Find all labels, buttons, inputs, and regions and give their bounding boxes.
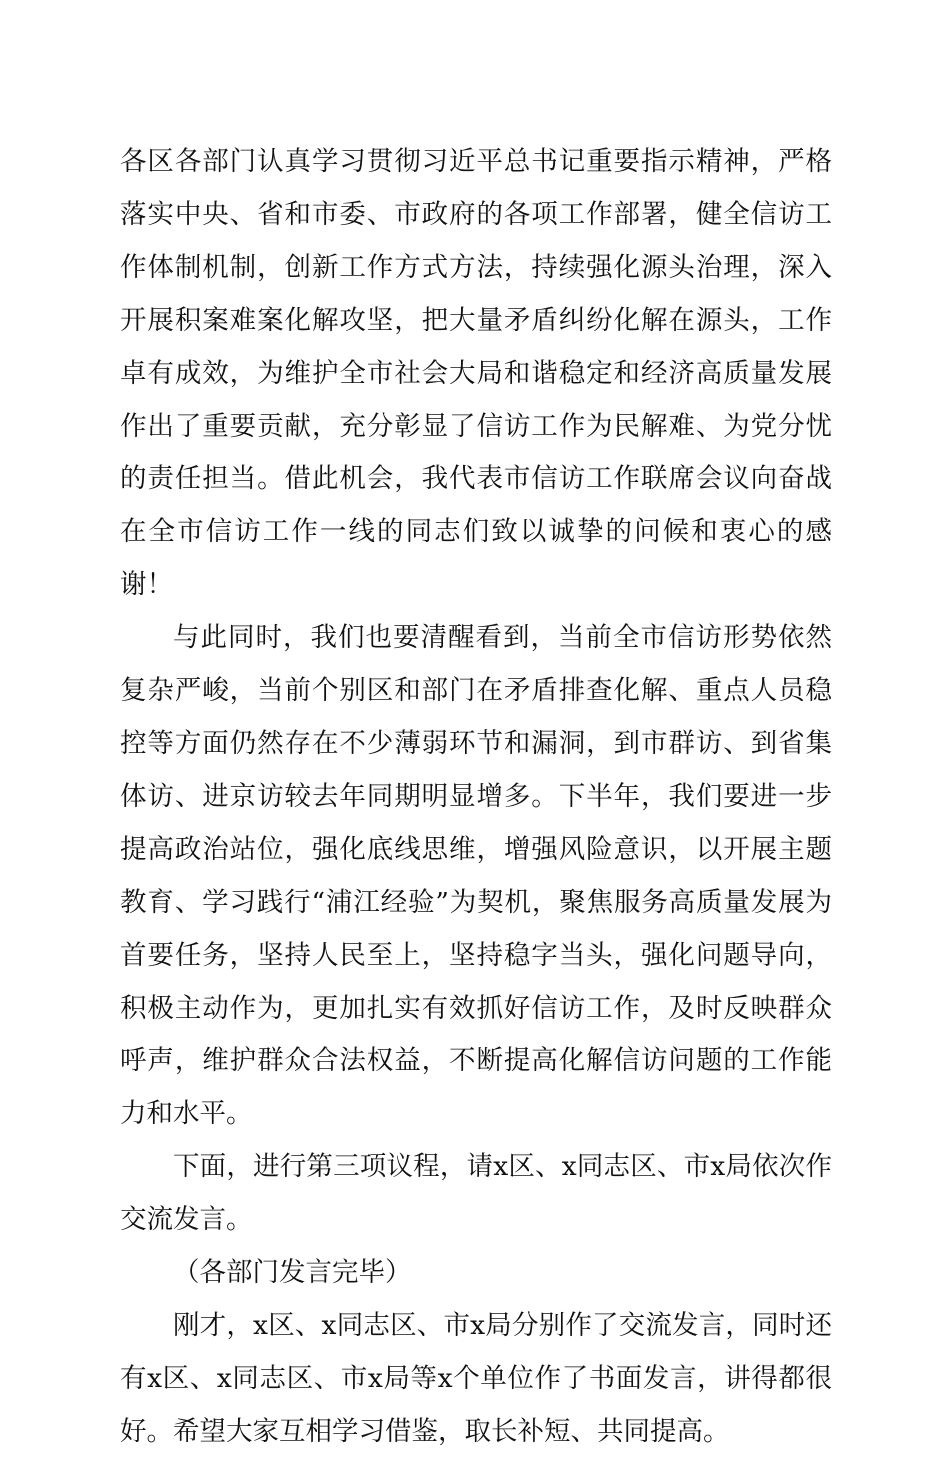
paragraph-agenda-item-three: 下面，进行第三项议程，请x区、x同志区、市x局依次作交流发言。 bbox=[120, 1151, 832, 1236]
paragraph-summary-remarks: 刚才，x区、x同志区、市x局分别作了交流发言，同时还有x区、x同志区、市x局等x个单位作了书面发言，讲得都很好。希望大家互相学习借鉴，取长补短、共同提高。 bbox=[120, 1309, 832, 1447]
paragraph-stage-note: （各部门发言完毕） bbox=[173, 1257, 412, 1289]
paragraph-continued-tribute: 各区各部门认真学习贯彻习近平总书记重要指示精神，严格落实中央、省和市委、市政府的各项工作部署，健全信访工作体制机制，创新工作方式方法，持续强化源头治理，深入开展积案难案化解攻坚，把大量矛盾纠纷化解在源头，工作卓有成效，为维护全市社会大局和谐稳定和经济高质量发展作出了重要贡献，充分彰显了信访工作为民解难、为党分忧的责任担当。借此机会，我代表市信访工作联席会议向奋战在全市信访工作一线的同志们致以诚挚的问候和衷心的感谢！ bbox=[120, 146, 832, 601]
document-body bbox=[120, 136, 832, 1459]
paragraph-situation-analysis: 与此同时，我们也要清醒看到，当前全市信访形势依然复杂严峻，当前个别区和部门在矛盾排查化解、重点人员稳控等方面仍然存在不少薄弱环节和漏洞，到市群访、到省集体访、进京访较去年同期明显增多。下半年，我们要进一步提高政治站位，强化底线思维，增强风险意识，以开展主题教育、学习践行“浦江经验”为契机，聚焦服务高质量发展为首要任务，坚持人民至上，坚持稳字当头，强化问题导向，积极主动作为，更加扎实有效抓好信访工作，及时反映群众呼声，维护群众合法权益，不断提高化解信访问题的工作能力和水平。 bbox=[120, 622, 832, 1130]
